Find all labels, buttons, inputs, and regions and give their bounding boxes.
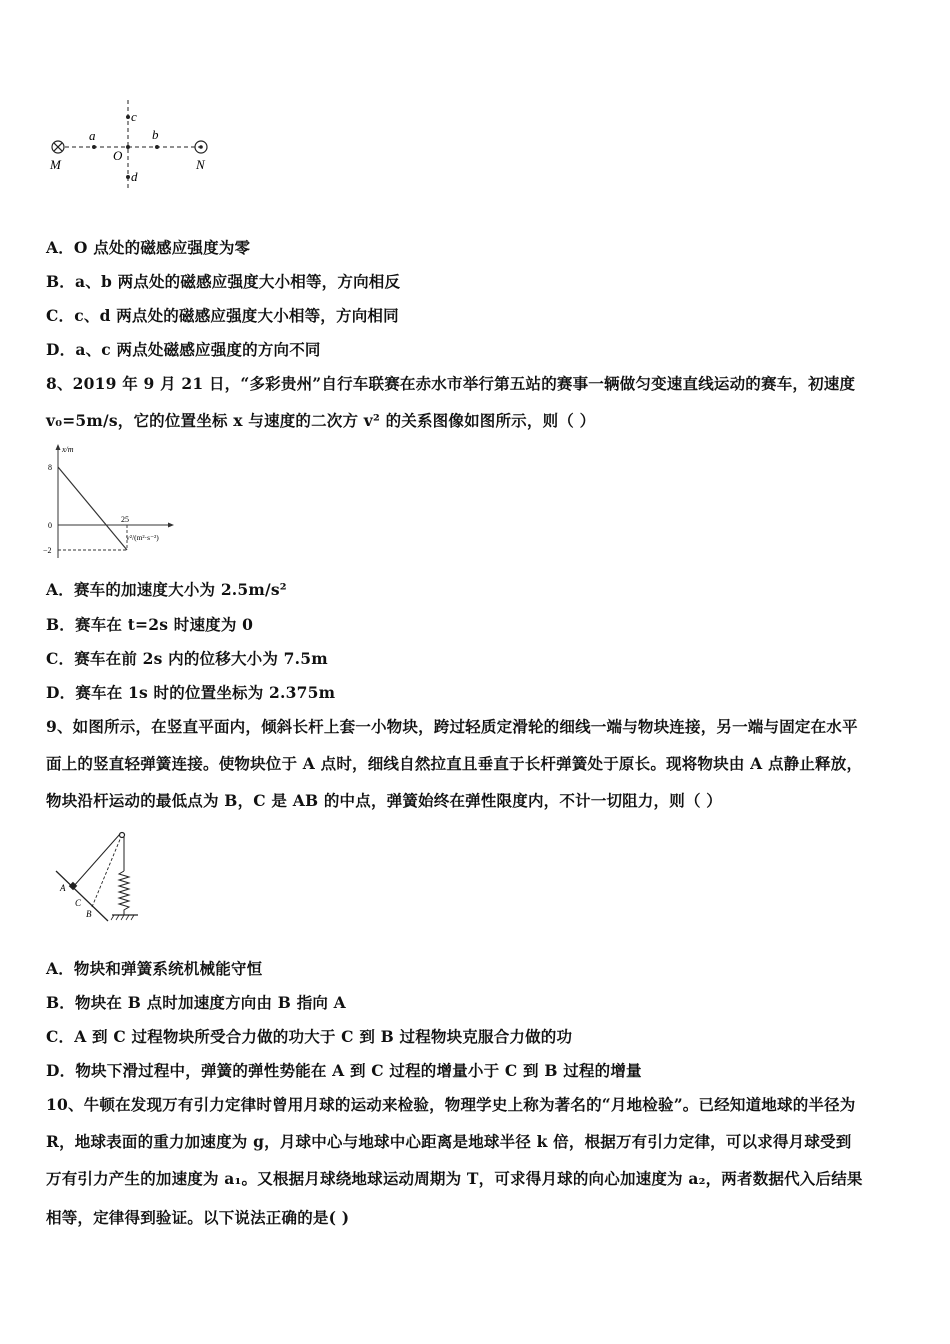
incline-spring-figure — [48, 825, 148, 925]
point-a — [92, 145, 96, 149]
point-c — [126, 115, 130, 119]
label-b: b — [152, 127, 159, 142]
q8-stem-line1: 8、2019 年 9 月 21 日，“多彩贵州”自行车联赛在赤水市举行第五站的赛事一辆做匀变速直线运动的赛车，初速度 — [46, 374, 856, 393]
label-d: d — [131, 169, 138, 184]
label-A: A — [60, 883, 66, 893]
label-m: M — [50, 157, 61, 172]
q8-option-b: B．赛车在 t=2s 时速度为 0 — [46, 615, 254, 634]
spring-icon — [119, 871, 129, 915]
point-b — [155, 145, 159, 149]
x-v2-graph — [40, 440, 190, 562]
tick-0: 0 — [48, 521, 52, 530]
q9-option-a: A．物块和弹簧系统机械能守恒 — [46, 959, 263, 978]
label-n: N — [196, 157, 205, 172]
q8-option-d: D．赛车在 1s 时的位置坐标为 2.375m — [46, 683, 336, 702]
q9-stem-line1: 9、如图所示，在竖直平面内，倾斜长杆上套一小物块，跨过轻质定滑轮的细线一端与物块连接，另一端与固定在水平 — [46, 717, 858, 736]
q9-stem-line3: 物块沿杆运动的最低点为 B，C 是 AB 的中点，弹簧始终在弹性限度内，不计一切阻力，则（ ） — [46, 791, 722, 810]
x-v2-line — [58, 467, 127, 550]
label-c: c — [131, 109, 137, 124]
q10-stem-line2: R，地球表面的重力加速度为 g，月球中心与地球中心距离是地球半径 k 倍，根据万有引力定律，可以求得月球受到 — [46, 1132, 852, 1151]
tick-8: 8 — [48, 463, 52, 472]
q7-option-a: A．O 点处的磁感应强度为零 — [46, 238, 251, 257]
q8-option-a: A．赛车的加速度大小为 2.5m/s² — [46, 580, 287, 599]
q8-option-c: C．赛车在前 2s 内的位移大小为 7.5m — [46, 649, 328, 668]
label-C: C — [75, 898, 82, 908]
y-axis-label: x/m — [62, 445, 74, 454]
q7-option-b: B．a、b 两点处的磁感应强度大小相等，方向相反 — [46, 272, 401, 291]
q7-option-c: C．c、d 两点处的磁感应强度大小相等，方向相同 — [46, 306, 399, 325]
label-a: a — [89, 128, 96, 143]
q9-stem-line2: 面上的竖直轻弹簧连接。使物块位于 A 点时，细线自然拉直且垂直于长杆弹簧处于原长。现将物块由 A 点静止释放， — [46, 754, 863, 773]
point-o — [126, 145, 130, 149]
q7-option-d: D．a、c 两点处磁感应强度的方向不同 — [46, 340, 321, 359]
tick-25: 25 — [121, 515, 129, 524]
q9-option-c: C．A 到 C 过程物块所受合力做的功大于 C 到 B 过程物块克服合力做的功 — [46, 1027, 573, 1046]
tick-neg2: −2 — [43, 546, 52, 555]
label-B: B — [86, 909, 92, 919]
label-o: O — [113, 148, 123, 163]
q10-stem-line1: 10、牛顿在发现万有引力定律时曾用月球的运动来检验，物理学史上称为著名的“月地检验”。已经知道地球的半径为 — [46, 1095, 856, 1114]
q9-option-d: D．物块下滑过程中，弹簧的弹性势能在 A 到 C 过程的增量小于 C 到 B 过程的增量 — [46, 1061, 642, 1080]
wire-n-out-of-page-icon — [195, 141, 207, 153]
q10-stem-line3: 万有引力产生的加速度为 a₁。又根据月球绕地球运动周期为 T，可求得月球的向心加速度为 a₂，两者数据代入后结果 — [46, 1169, 863, 1188]
q10-stem-line4: 相等，定律得到验证。以下说法正确的是( ) — [46, 1208, 350, 1227]
magnetic-field-figure — [40, 95, 230, 195]
q8-stem-line2: v₀=5m/s，它的位置坐标 x 与速度的二次方 v² 的关系图像如图所示，则（ ） — [46, 411, 596, 430]
q9-option-b: B．物块在 B 点时加速度方向由 B 指向 A — [46, 993, 346, 1012]
wire-m-into-page-icon — [52, 141, 64, 153]
x-axis-label: v²/(m²·s⁻²) — [126, 533, 159, 542]
point-d — [126, 175, 130, 179]
